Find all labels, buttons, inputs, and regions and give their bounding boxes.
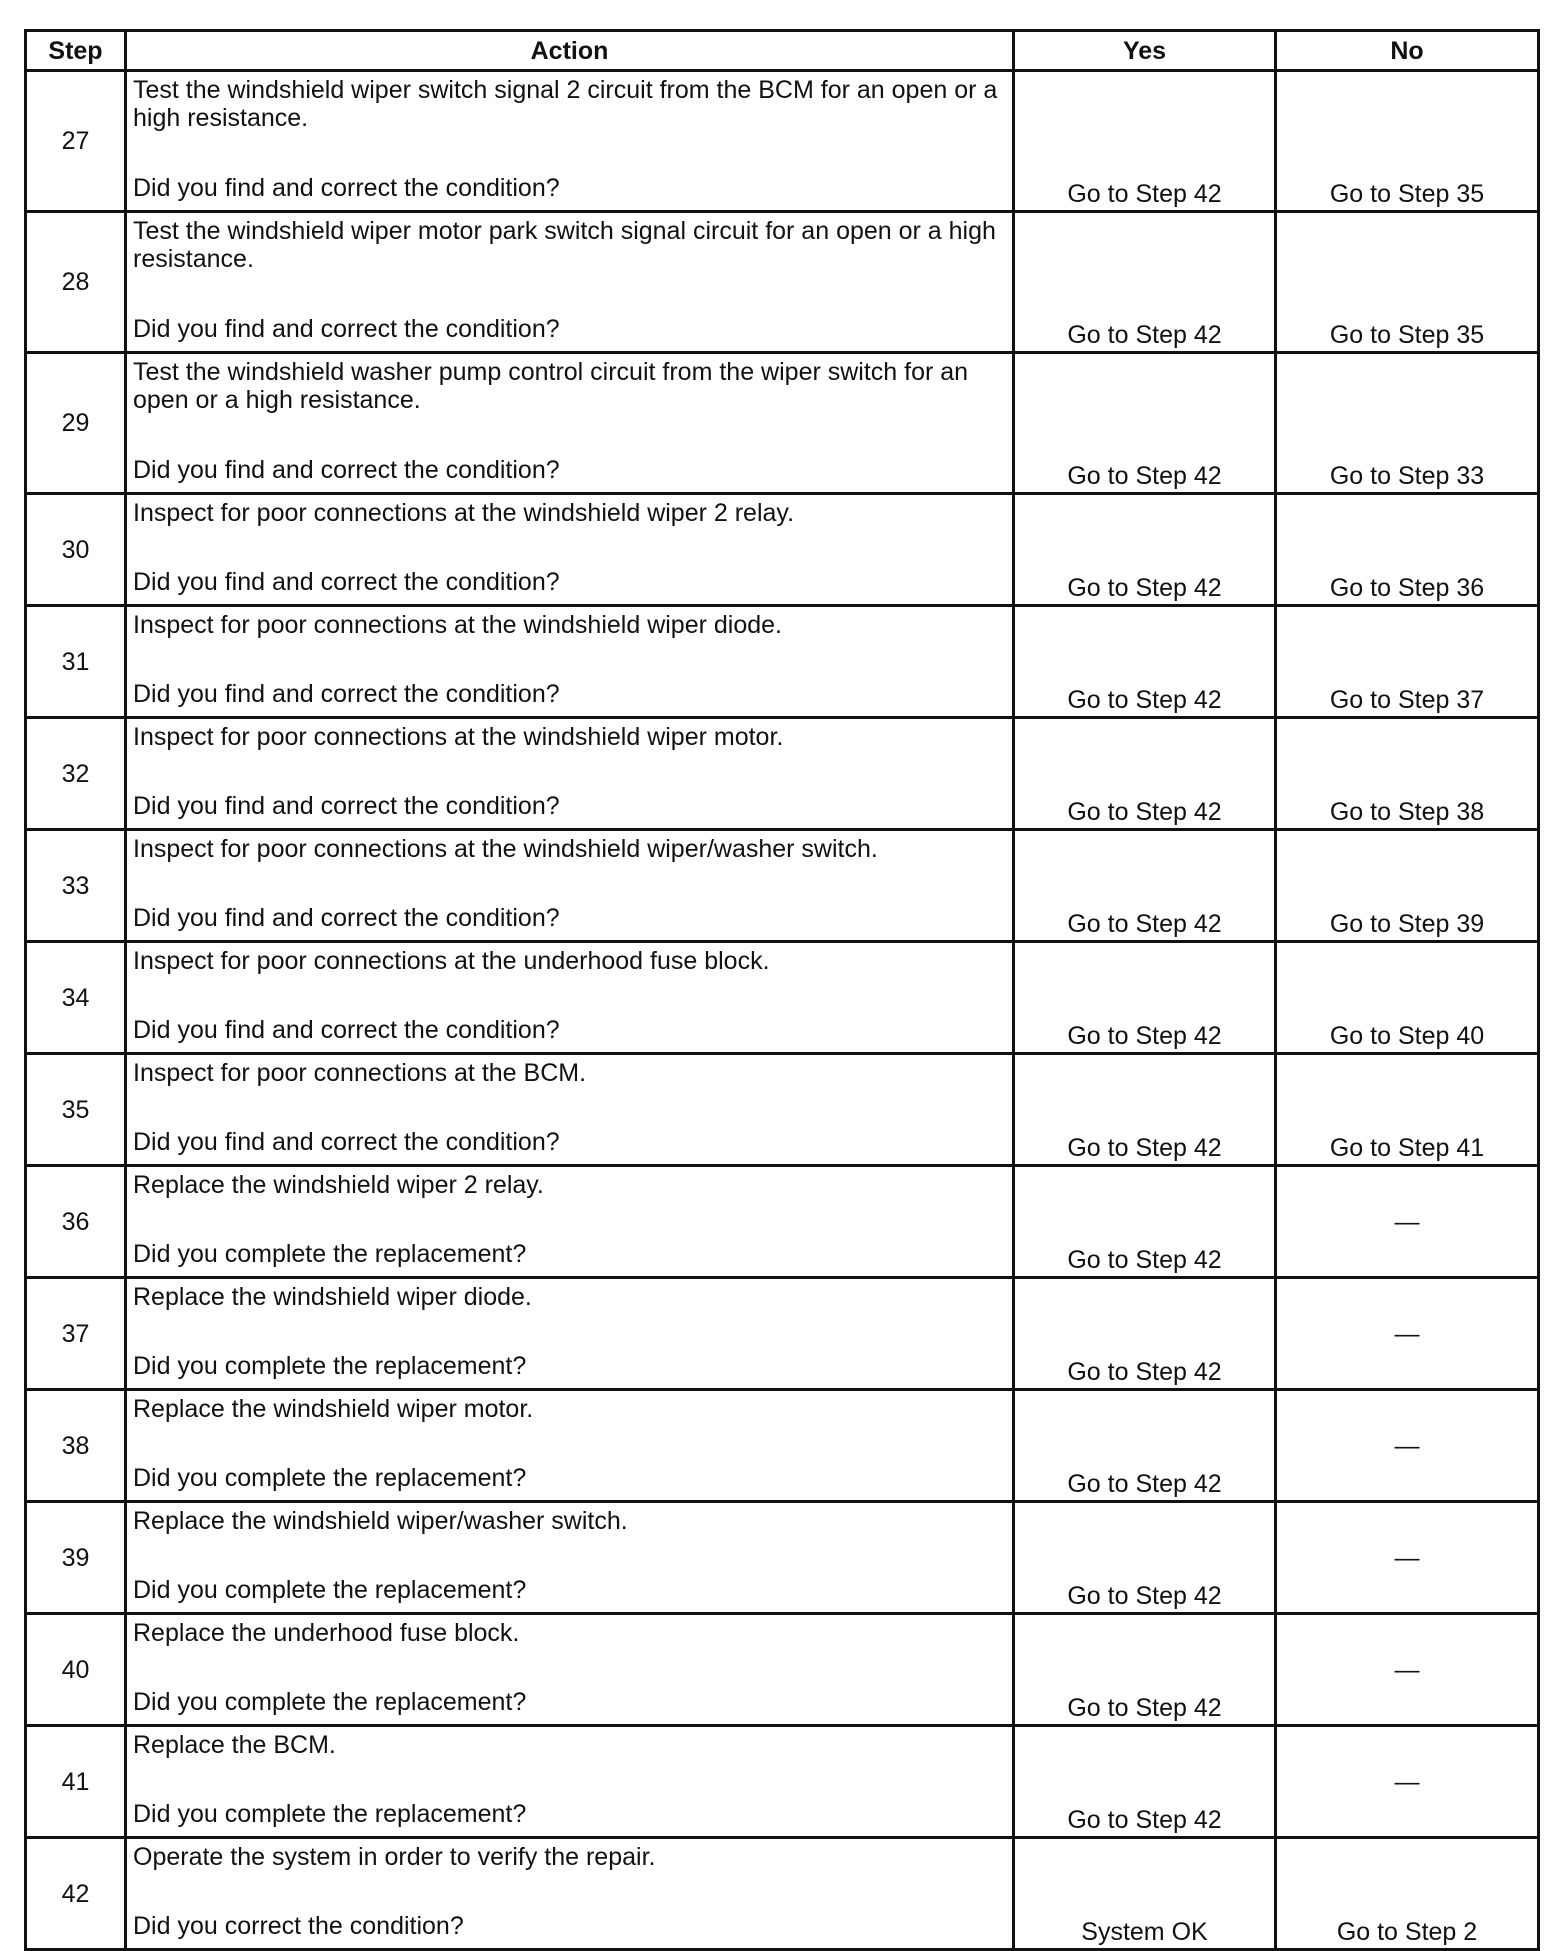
- action-question: Did you find and correct the condition?: [133, 792, 560, 820]
- no-result: Go to Step 33: [1276, 353, 1539, 494]
- step-number: 41: [26, 1726, 126, 1838]
- action-cell: [126, 606, 1014, 718]
- yes-result: Go to Step 42: [1014, 212, 1276, 353]
- step-number: 37: [26, 1278, 126, 1390]
- step-number: 34: [26, 942, 126, 1054]
- table-row: [26, 942, 1539, 1054]
- table-row: [26, 1838, 1539, 1950]
- no-result: Go to Step 39: [1276, 830, 1539, 942]
- action-question: Did you complete the replacement?: [133, 1800, 527, 1828]
- action-text: Inspect for poor connections at the windshield wiper 2 relay.: [133, 499, 795, 527]
- table-row: [26, 606, 1539, 718]
- table-row: [26, 71, 1539, 212]
- yes-result: Go to Step 42: [1014, 942, 1276, 1054]
- action-cell: [126, 1502, 1014, 1614]
- step-number: 39: [26, 1502, 126, 1614]
- yes-result: Go to Step 42: [1014, 1278, 1276, 1390]
- step-number: 42: [26, 1838, 126, 1950]
- yes-result: Go to Step 42: [1014, 718, 1276, 830]
- no-result: Go to Step 38: [1276, 718, 1539, 830]
- yes-result: Go to Step 42: [1014, 1726, 1276, 1838]
- yes-result: Go to Step 42: [1014, 1614, 1276, 1726]
- table-row: [26, 353, 1539, 494]
- yes-result: Go to Step 42: [1014, 830, 1276, 942]
- step-number: 33: [26, 830, 126, 942]
- action-question: Did you find and correct the condition?: [133, 568, 560, 596]
- action-question: Did you find and correct the condition?: [133, 1128, 560, 1156]
- no-result: —: [1276, 1614, 1539, 1726]
- action-cell: [126, 830, 1014, 942]
- yes-result: Go to Step 42: [1014, 1390, 1276, 1502]
- table-row: [26, 212, 1539, 353]
- yes-result: Go to Step 42: [1014, 1502, 1276, 1614]
- yes-result: Go to Step 42: [1014, 606, 1276, 718]
- table-row: [26, 1166, 1539, 1278]
- action-question: Did you find and correct the condition?: [133, 904, 560, 932]
- step-number: 29: [26, 353, 126, 494]
- no-result: Go to Step 35: [1276, 212, 1539, 353]
- action-cell: [126, 942, 1014, 1054]
- action-cell: [126, 353, 1014, 494]
- table-row: [26, 1726, 1539, 1838]
- yes-result: System OK: [1014, 1838, 1276, 1950]
- action-text: Test the windshield wiper motor park switch signal circuit for an open or a high resistance.: [133, 217, 996, 273]
- action-cell: [126, 1838, 1014, 1950]
- action-text: Replace the BCM.: [133, 1731, 336, 1759]
- diagnostic-table: [24, 29, 1540, 1951]
- action-text: Replace the windshield wiper 2 relay.: [133, 1171, 544, 1199]
- table-header-row: [26, 31, 1539, 71]
- no-result: —: [1276, 1166, 1539, 1278]
- action-cell: [126, 71, 1014, 212]
- step-number: 36: [26, 1166, 126, 1278]
- table-row: [26, 1502, 1539, 1614]
- step-column-header: Step: [26, 31, 126, 71]
- action-text: Inspect for poor connections at the BCM.: [133, 1059, 587, 1087]
- step-number: 31: [26, 606, 126, 718]
- action-question: Did you correct the condition?: [133, 1912, 464, 1940]
- action-cell: [126, 1054, 1014, 1166]
- no-result: —: [1276, 1502, 1539, 1614]
- table-row: [26, 830, 1539, 942]
- action-column-header: Action: [126, 31, 1014, 71]
- action-question: Did you find and correct the condition?: [133, 456, 560, 484]
- step-number: 40: [26, 1614, 126, 1726]
- no-result: Go to Step 41: [1276, 1054, 1539, 1166]
- table-row: [26, 1614, 1539, 1726]
- action-text: Inspect for poor connections at the windshield wiper/washer switch.: [133, 835, 878, 863]
- no-result: Go to Step 35: [1276, 71, 1539, 212]
- action-text: Inspect for poor connections at the windshield wiper diode.: [133, 611, 782, 639]
- table-row: [26, 1278, 1539, 1390]
- table-row: [26, 494, 1539, 606]
- yes-result: Go to Step 42: [1014, 353, 1276, 494]
- step-number: 27: [26, 71, 126, 212]
- action-cell: [126, 212, 1014, 353]
- action-text: Operate the system in order to verify the repair.: [133, 1843, 656, 1871]
- step-number: 28: [26, 212, 126, 353]
- action-text: Test the windshield wiper switch signal 2 circuit from the BCM for an open or a high resistance.: [133, 76, 998, 132]
- no-result: Go to Step 36: [1276, 494, 1539, 606]
- table-row: [26, 1390, 1539, 1502]
- action-text: Test the windshield washer pump control circuit from the wiper switch for an open or a high resistance.: [133, 358, 969, 414]
- action-question: Did you find and correct the condition?: [133, 315, 560, 343]
- no-result: Go to Step 40: [1276, 942, 1539, 1054]
- action-cell: [126, 718, 1014, 830]
- action-question: Did you find and correct the condition?: [133, 174, 560, 202]
- action-cell: [126, 1726, 1014, 1838]
- step-number: 30: [26, 494, 126, 606]
- step-number: 38: [26, 1390, 126, 1502]
- action-text: Replace the windshield wiper diode.: [133, 1283, 532, 1311]
- action-text: Replace the windshield wiper motor.: [133, 1395, 534, 1423]
- yes-result: Go to Step 42: [1014, 71, 1276, 212]
- action-text: Replace the underhood fuse block.: [133, 1619, 520, 1647]
- action-cell: [126, 1614, 1014, 1726]
- yes-result: Go to Step 42: [1014, 1166, 1276, 1278]
- table-row: [26, 1054, 1539, 1166]
- step-number: 32: [26, 718, 126, 830]
- no-result: —: [1276, 1390, 1539, 1502]
- action-question: Did you find and correct the condition?: [133, 680, 560, 708]
- action-question: Did you find and correct the condition?: [133, 1016, 560, 1044]
- action-question: Did you complete the replacement?: [133, 1464, 527, 1492]
- action-question: Did you complete the replacement?: [133, 1240, 527, 1268]
- step-number: 35: [26, 1054, 126, 1166]
- action-text: Inspect for poor connections at the underhood fuse block.: [133, 947, 770, 975]
- yes-result: Go to Step 42: [1014, 494, 1276, 606]
- action-question: Did you complete the replacement?: [133, 1576, 527, 1604]
- no-column-header: No: [1276, 31, 1539, 71]
- yes-column-header: Yes: [1014, 31, 1276, 71]
- action-question: Did you complete the replacement?: [133, 1352, 527, 1380]
- action-cell: [126, 494, 1014, 606]
- no-result: —: [1276, 1278, 1539, 1390]
- action-cell: [126, 1278, 1014, 1390]
- table-row: [26, 718, 1539, 830]
- action-cell: [126, 1166, 1014, 1278]
- no-result: —: [1276, 1726, 1539, 1838]
- action-text: Replace the windshield wiper/washer switch.: [133, 1507, 628, 1535]
- yes-result: Go to Step 42: [1014, 1054, 1276, 1166]
- action-question: Did you complete the replacement?: [133, 1688, 527, 1716]
- action-cell: [126, 1390, 1014, 1502]
- no-result: Go to Step 37: [1276, 606, 1539, 718]
- action-text: Inspect for poor connections at the windshield wiper motor.: [133, 723, 784, 751]
- no-result: Go to Step 2: [1276, 1838, 1539, 1950]
